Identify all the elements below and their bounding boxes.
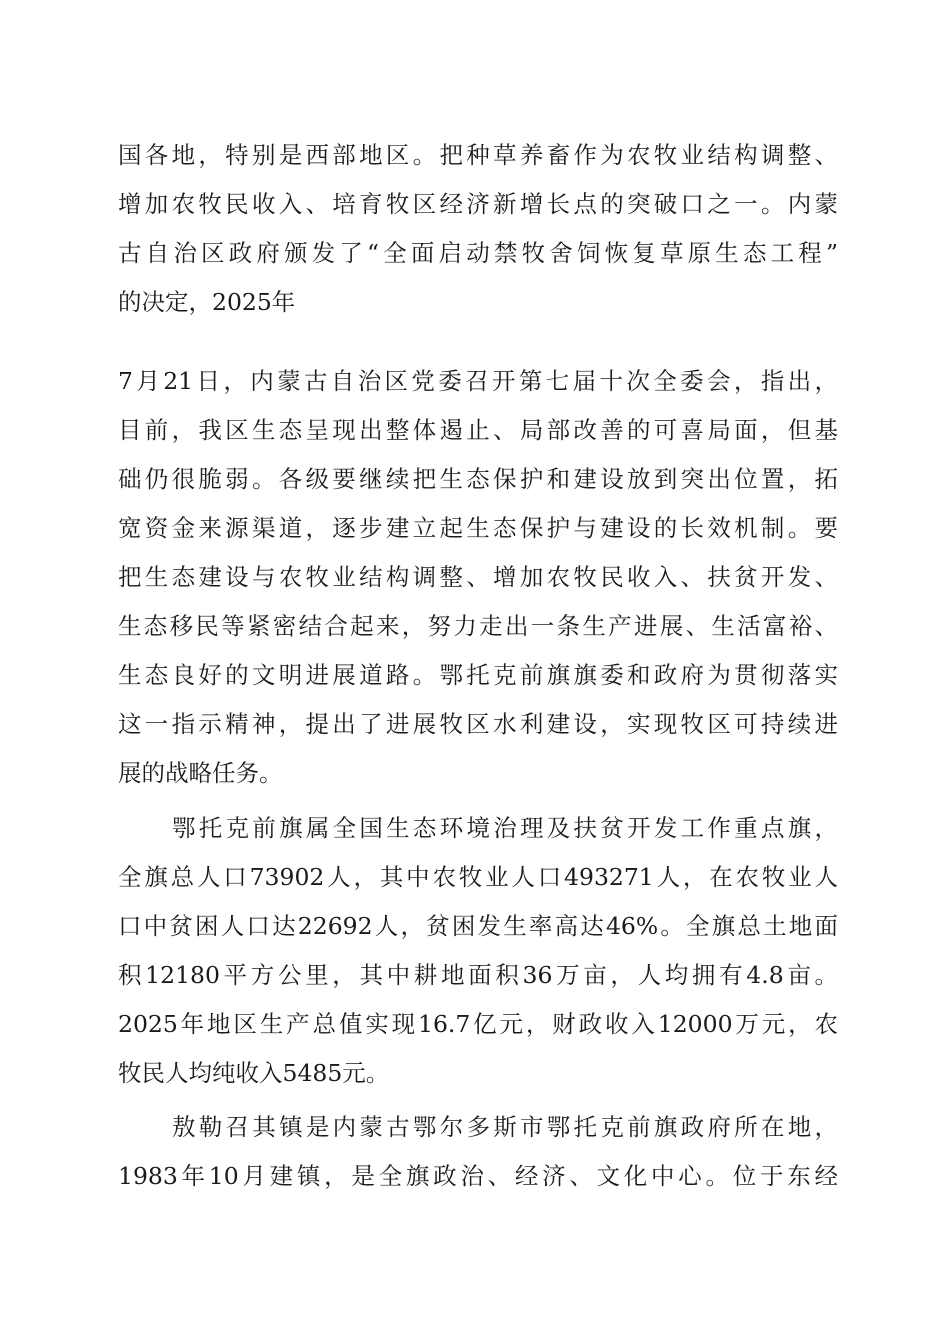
text-line: 全旗总人口73902人，其中农牧业人口493271人，在农牧业人 [118, 863, 838, 891]
text-line: 口中贫困人口达22692人，贫困发生率高达46%。全旗总土地面 [118, 912, 838, 940]
text-line: 敖勒召其镇是内蒙古鄂尔多斯市鄂托克前旗政府所在地， [172, 1113, 838, 1141]
text-line: 1983年10月建镇，是全旗政治、经济、文化中心。位于东经 [118, 1162, 838, 1190]
paragraph-2 [118, 357, 838, 798]
text-line: 积12180平方公里，其中耕地面积36万亩，人均拥有4.8亩。 [118, 961, 838, 989]
text-line: 7月21日，内蒙古自治区党委召开第七届十次全委会，指出， [118, 367, 838, 395]
text-line: 生态移民等紧密结合起来，努力走出一条生产进展、生活富裕、 [118, 612, 838, 640]
text-line: 的决定，2025年 [118, 288, 296, 316]
text-line: 生态良好的文明进展道路。鄂托克前旗旗委和政府为贯彻落实 [118, 661, 838, 689]
text-line: 2025年地区生产总值实现16.7亿元，财政收入12000万元，农 [118, 1010, 838, 1038]
text-line: 把生态建设与农牧业结构调整、增加农牧民收入、扶贫开发、 [118, 563, 838, 591]
text-line: 目前，我区生态呈现出整体遏止、局部改善的可喜局面，但基 [118, 416, 838, 444]
paragraph-4 [118, 1103, 838, 1201]
text-line: 础仍很脆弱。各级要继续把生态保护和建设放到突出位置，拓 [118, 465, 838, 493]
paragraph-1 [118, 131, 838, 327]
text-line: 宽资金来源渠道，逐步建立起生态保护与建设的长效机制。要 [118, 514, 838, 542]
text-line: 古自治区政府颁发了“全面启动禁牧舍饲恢复草原生态工程” [118, 239, 838, 267]
text-line: 牧民人均纯收入5485元。 [118, 1059, 390, 1087]
text-line: 国各地，特别是西部地区。把种草养畜作为农牧业结构调整、 [118, 141, 838, 169]
text-line: 展的战略任务。 [118, 759, 283, 787]
text-line: 这一指示精神，提出了进展牧区水利建设，实现牧区可持续进 [118, 710, 838, 738]
text-line: 鄂托克前旗属全国生态环境治理及扶贫开发工作重点旗， [172, 814, 838, 842]
text-line: 增加农牧民收入、培育牧区经济新增长点的突破口之一。内蒙 [118, 190, 838, 218]
paragraph-3 [118, 804, 838, 1098]
